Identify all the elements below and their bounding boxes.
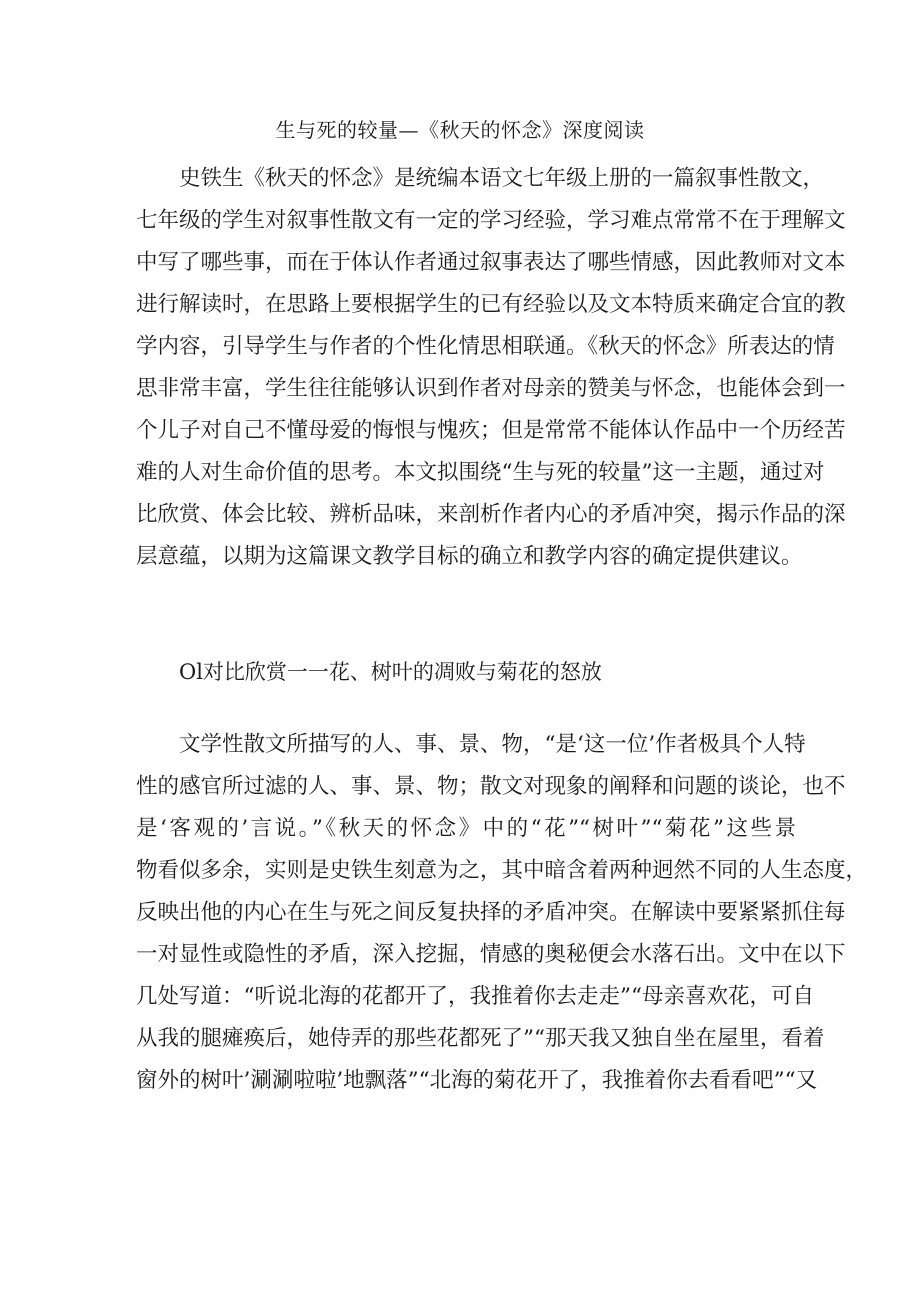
document-title: 生与死的较量—《秋天的怀念》深度阅读 — [275, 118, 645, 142]
paragraph-line: 比欣赏、体会比较、辨析品味，来剖析作者内心的矛盾冲突，揭示作品的深 — [136, 502, 846, 527]
paragraph-line: 一对显性或隐性的矛盾，深入挖掘，情感的奥秘便会水落石出。文中在以下 — [136, 942, 846, 967]
paragraph-line: 反映出他的内心在生与死之间反复抉择的矛盾冲突。在解读中要紧紧抓住每 — [136, 900, 846, 925]
paragraph-line: 是‘客观的’言说。”《秋天的怀念》中的“花”“树叶”“菊花”这些景 — [136, 816, 796, 841]
paragraph-line: 进行解读时，在思路上要根据学生的已有经验以及文本特质来确定合宜的教 — [136, 292, 846, 317]
body-paragraph — [136, 724, 868, 1102]
paragraph-line: 物看似多余，实则是史铁生刻意为之，其中暗含着两种迥然不同的人生态度， — [136, 858, 868, 883]
paragraph-line: 中写了哪些事，而在于体认作者通过叙事表达了哪些情感，因此教师对文本 — [136, 250, 846, 275]
paragraph-line: 史铁生《秋天的怀念》是统编本语文七年级上册的一篇叙事性散文， — [179, 166, 825, 191]
paragraph-line: 难的人对生命价值的思考。本文拟围绕“生与死的较量”这一主题，通过对 — [136, 460, 825, 485]
paragraph-line: 从我的腿瘫痪后，她侍弄的那些花都死了”“那天我又独自坐在屋里，看着 — [136, 1026, 825, 1051]
section-heading: Ol对比欣赏一一花、树叶的凋败与菊花的怒放 — [179, 660, 602, 684]
paragraph-line: 层意蕴，以期为这篇课文教学目标的确立和教学内容的确定提供建议。 — [136, 544, 803, 569]
intro-paragraph — [136, 158, 846, 578]
paragraph-line: 几处写道：“听说北海的花都开了，我推着你去走走”“母亲喜欢花，可自 — [136, 984, 814, 1009]
paragraph-line: 窗外的树叶’涮涮啦啦’地飘落”“北海的菊花开了，我推着你去看看吧”“又 — [136, 1068, 818, 1093]
paragraph-line: 七年级的学生对叙事性散文有一定的学习经验，学习难点常常不在于理解文 — [136, 208, 846, 233]
paragraph-line: 思非常丰富，学生往往能够认识到作者对母亲的赞美与怀念，也能体会到一 — [136, 376, 846, 401]
paragraph-line: 个儿子对自己不懂母爱的悔恨与愧疚；但是常常不能体认作品中一个历经苦 — [136, 418, 846, 443]
paragraph-line: 性的感官所过滤的人、事、景、物；散文对现象的阐释和问题的谈论，也不 — [136, 774, 846, 799]
paragraph-line: 学内容，引导学生与作者的个性化情思相联通。《秋天的怀念》所表达的情 — [136, 334, 835, 359]
paragraph-line: 文学性散文所描写的人、事、景、物，“是‘这一位’作者极具个人特 — [179, 732, 806, 757]
